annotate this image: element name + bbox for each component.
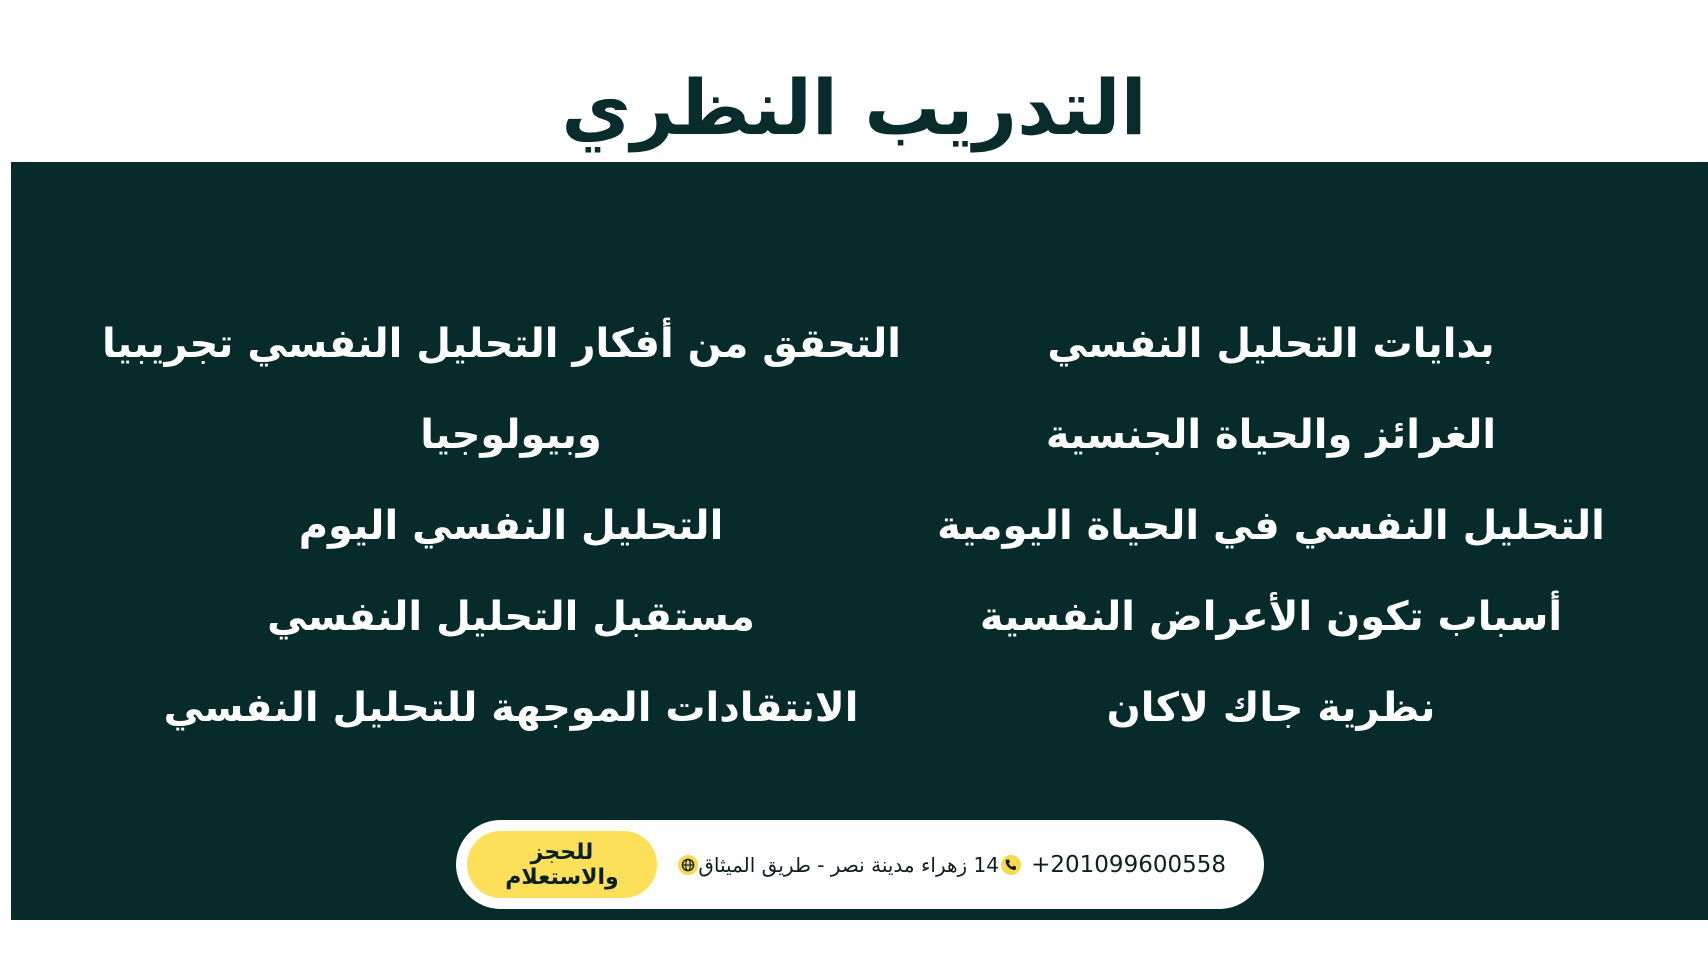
topic-item-continuation: وبيولوجيا xyxy=(420,412,602,458)
contact-address xyxy=(666,820,999,909)
topic-item: الغرائز والحياة الجنسية xyxy=(1045,412,1497,458)
address-text: 14 زهراء مدينة نصر - طريق الميثاق xyxy=(698,852,999,877)
topics-column-right xyxy=(891,299,1651,754)
phone-number: +201099600558 xyxy=(1031,851,1226,878)
page-title: التدريب النظري xyxy=(561,63,1147,152)
topic-item: بدايات التحليل النفسي xyxy=(1047,321,1495,367)
topics-column-left xyxy=(101,299,901,754)
globe-icon xyxy=(678,855,698,875)
topic-item: التحقق من أفكار التحليل النفسي تجريبيا xyxy=(101,321,901,367)
topic-item: الانتقادات الموجهة للتحليل النفسي xyxy=(163,685,859,731)
book-inquiry-button[interactable]: للحجز والاستعلام xyxy=(467,831,657,898)
topic-item: مستقبل التحليل النفسي xyxy=(267,594,755,640)
topics-panel xyxy=(11,162,1708,920)
phone-icon xyxy=(1001,855,1021,875)
contact-phone[interactable] xyxy=(1001,820,1226,909)
topic-item: أسباب تكون الأعراض النفسية xyxy=(979,594,1563,640)
topic-item: التحليل النفسي اليوم xyxy=(298,503,724,549)
contact-bar xyxy=(456,820,1264,909)
topic-item: التحليل النفسي في الحياة اليومية xyxy=(937,503,1605,549)
topic-item: نظرية جاك لاكان xyxy=(1106,685,1436,731)
